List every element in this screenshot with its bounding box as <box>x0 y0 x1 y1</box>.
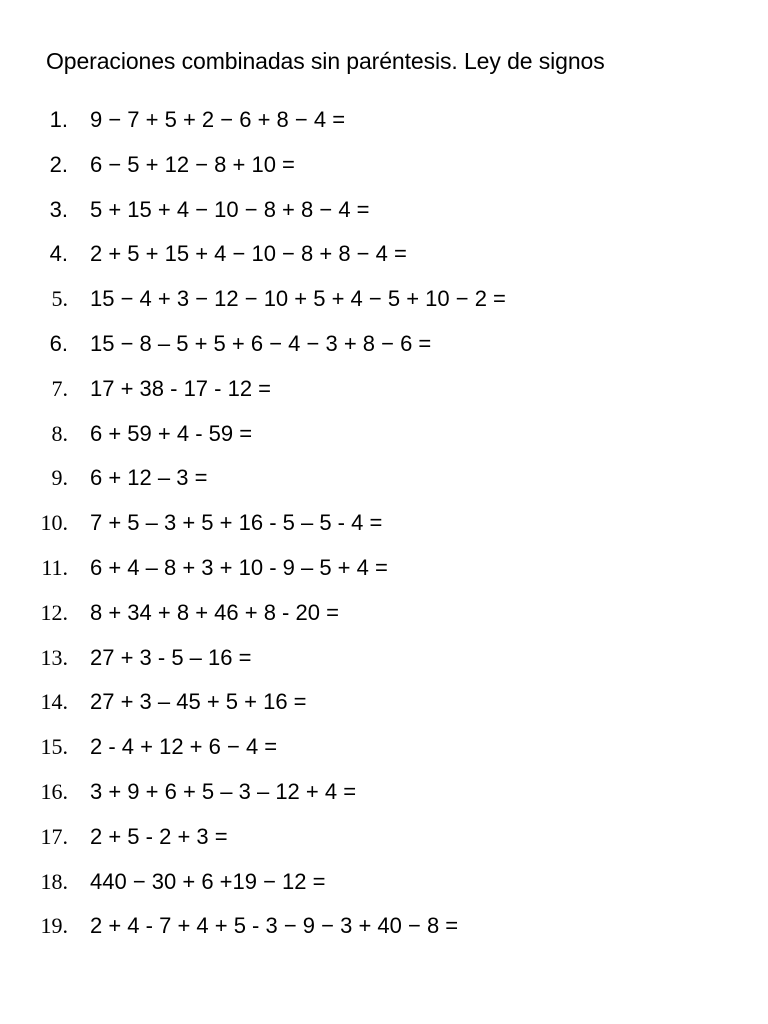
exercise-number: 7. <box>51 375 68 401</box>
exercise-number: 19. <box>40 913 68 939</box>
exercise-number: 18. <box>40 868 68 894</box>
exercise-item <box>0 546 768 591</box>
exercise-number: 1. <box>49 107 68 132</box>
exercise-expression: 440 − 30 + 6 +19 − 12 = <box>90 868 326 894</box>
exercise-item <box>0 188 768 233</box>
exercise-expression: 5 + 15 + 4 − 10 − 8 + 8 − 4 = <box>90 196 370 222</box>
exercise-item <box>0 904 768 949</box>
exercise-expression: 8 + 34 + 8 + 46 + 8 - 20 = <box>90 599 339 625</box>
exercise-number: 10. <box>40 510 68 536</box>
exercise-number: 4. <box>49 241 68 267</box>
exercise-number: 17. <box>40 823 68 849</box>
exercise-number: 6. <box>49 330 68 356</box>
exercise-number: 13. <box>40 644 68 670</box>
exercise-expression: 6 + 4 – 8 + 3 + 10 - 9 – 5 + 4 = <box>90 554 388 580</box>
exercise-expression: 2 + 5 - 2 + 3 = <box>90 823 228 849</box>
exercise-expression: 27 + 3 - 5 – 16 = <box>90 644 252 670</box>
exercise-item <box>0 680 768 725</box>
exercise-item <box>0 770 768 815</box>
exercise-item <box>0 277 768 322</box>
exercise-expression: 15 − 8 – 5 + 5 + 6 − 4 − 3 + 8 − 6 = <box>90 330 432 356</box>
exercise-item <box>0 367 768 412</box>
exercise-number: 5. <box>51 286 68 312</box>
exercise-item <box>0 456 768 501</box>
exercise-expression: 2 - 4 + 12 + 6 − 4 = <box>90 734 278 760</box>
exercise-expression: 3 + 9 + 6 + 5 – 3 – 12 + 4 = <box>90 778 357 804</box>
exercise-item <box>0 232 768 277</box>
exercise-expression: 27 + 3 – 45 + 5 + 16 = <box>90 689 307 715</box>
exercise-expression: 2 + 5 + 15 + 4 − 10 − 8 + 8 − 4 = <box>90 241 407 267</box>
exercise-item <box>0 501 768 546</box>
exercise-expression: 15 − 4 + 3 − 12 − 10 + 5 + 4 − 5 + 10 − 2 = <box>90 286 506 312</box>
exercise-number: 11. <box>41 554 68 580</box>
exercise-expression: 6 + 12 – 3 = <box>90 465 208 491</box>
exercise-number: 2. <box>49 151 68 177</box>
exercise-number: 3. <box>49 196 68 222</box>
exercise-expression: 7 + 5 – 3 + 5 + 16 - 5 – 5 - 4 = <box>90 510 383 536</box>
exercise-item <box>0 636 768 681</box>
exercise-number: 12. <box>40 599 68 625</box>
exercise-list <box>0 98 768 949</box>
worksheet-title: Operaciones combinadas sin paréntesis. Ley de signos <box>46 48 605 74</box>
exercise-expression: 2 + 4 - 7 + 4 + 5 - 3 − 9 − 3 + 40 − 8 = <box>90 913 459 939</box>
exercise-number: 8. <box>51 420 68 446</box>
exercise-expression: 6 − 5 + 12 − 8 + 10 = <box>90 151 295 177</box>
exercise-expression: 9 − 7 + 5 + 2 − 6 + 8 − 4 = <box>90 107 346 132</box>
exercise-item <box>0 591 768 636</box>
exercise-number: 15. <box>40 734 68 760</box>
exercise-expression: 17 + 38 - 17 - 12 = <box>90 375 272 401</box>
exercise-item <box>0 860 768 905</box>
exercise-item <box>0 143 768 188</box>
exercise-item <box>0 98 768 143</box>
exercise-item <box>0 412 768 457</box>
exercise-number: 9. <box>51 465 68 491</box>
exercise-number: 16. <box>40 778 68 804</box>
exercise-expression: 6 + 59 + 4 - 59 = <box>90 420 253 446</box>
exercise-item <box>0 815 768 860</box>
exercise-number: 14. <box>40 689 68 715</box>
exercise-item <box>0 725 768 770</box>
exercise-item <box>0 322 768 367</box>
